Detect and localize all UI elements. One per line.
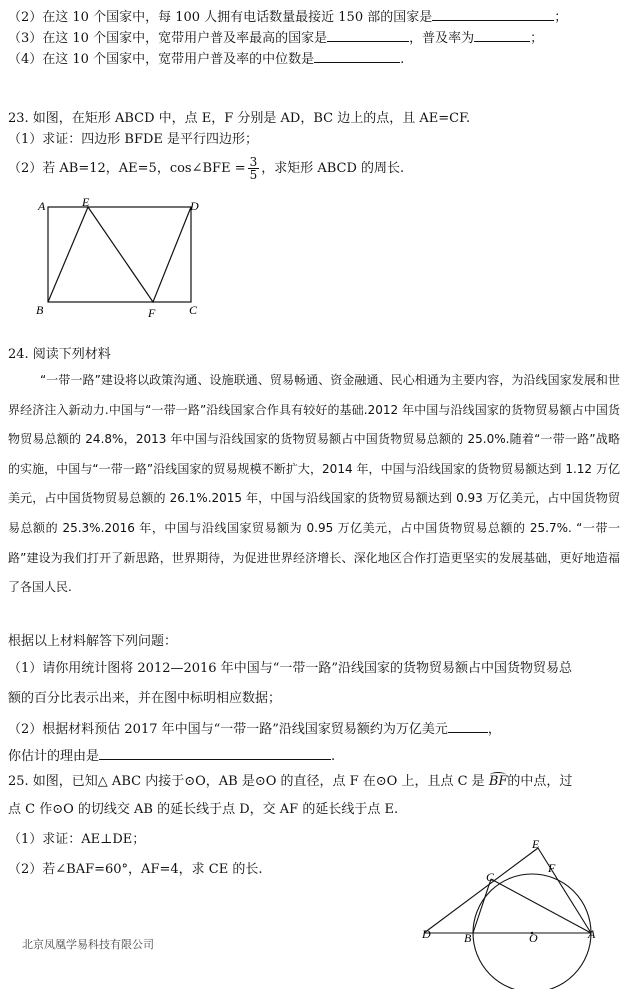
tangent-de	[424, 848, 538, 933]
q22-line-4	[8, 48, 404, 69]
q25-stem-text: 25. 如图，已知△ ABC 内接于⊙O，AB 是⊙O 的直径，点 F 在⊙O 上，且点 C 是	[8, 774, 485, 789]
label-e: E	[532, 838, 540, 851]
fraction-numerator: 3	[249, 155, 258, 169]
label-a: A	[588, 927, 596, 941]
q23-part-1: （1）求证：四边形 BFDE 是平行四边形；	[8, 132, 259, 147]
parallelogram-bfde	[48, 207, 191, 302]
arc-mark	[490, 772, 507, 778]
fraction	[248, 156, 260, 181]
label-f: F	[548, 861, 556, 875]
q24-part-2	[8, 718, 501, 739]
q22-line-3	[8, 27, 543, 48]
footer-company: 北京凤凰学易科技有限公司	[22, 939, 154, 951]
q25-part-1: （1）求证：AE⊥DE；	[8, 832, 146, 847]
label-b: B	[464, 931, 472, 945]
rectangle-figure	[30, 194, 210, 320]
label-o: O	[529, 931, 538, 945]
label-c: C	[189, 303, 198, 317]
q25-stem-line-1	[8, 773, 572, 791]
fraction-denominator: 5	[249, 168, 258, 182]
label-d: D	[190, 199, 199, 213]
q22-line-2-end: ；	[554, 10, 568, 25]
q24-reason-text: 你估计的理由是	[8, 749, 100, 764]
q22-line-3-mid: ，普及率为	[409, 31, 475, 46]
line-ae	[538, 848, 591, 933]
q24-part-1-line-2: 额的百分比表示出来，并在图中标明相应数据；	[8, 691, 282, 706]
q24-reason-end: .	[331, 749, 336, 764]
label-d: D	[422, 927, 431, 941]
q23-part-2-post: ，求矩形 ABCD 的周长.	[261, 161, 405, 176]
q24-part-1-line-1: （1）请你用统计图将 2012—2016 年中国与“一带一路”沿线国家的货物贸易额占中国货物贸易总	[8, 661, 572, 676]
q23-part-2-pre: （2）若 AB=12，AE=5，cos∠BFE =	[8, 161, 246, 176]
arc-label: BF	[488, 774, 508, 789]
q22-line-3-end: ；	[530, 31, 544, 46]
answer-blank[interactable]	[99, 745, 331, 760]
q25-part-2: （2）若∠BAF=60°，AF=4，求 CE 的长.	[8, 862, 263, 877]
label-a: A	[38, 199, 46, 213]
circle-figure	[412, 838, 622, 989]
q22-line-2-text: （2）在这 10 个国家中，每 100 人拥有电话数量最接近 150 部的国家是	[8, 10, 433, 25]
q22-line-4-end: .	[400, 52, 405, 67]
q24-prompt: 根据以上材料解答下列问题：	[8, 634, 178, 649]
q24-reason	[8, 745, 335, 766]
q24-part-2-end: ，	[487, 722, 501, 737]
answer-blank[interactable]	[314, 48, 400, 63]
q23-stem: 23. 如图，在矩形 ABCD 中，点 E，F 分别是 AD，BC 边上的点，且 AE=CF.	[8, 111, 471, 126]
q24-material: “一带一路”建设将以政策沟通、设施联通、贸易畅通、资金融通、民心相通为主要内容，为沿线国家发展和世界经济注入新动力.中国与“一带一路”沿线国家合作具有较好的基础.2012 年中国与沿线国家的货物贸易额占中国货物贸易总额的 24.8%，2013 年中国与沿线国家的货物贸易额占中国货物贸易总额的 25.0%.随着“一带一路”战略的实施，中国与“一带一路”沿线国家的贸易规模不断扩大，2014 年，中国与沿线国家的货物贸易额达到 1.12 万亿美元，占中国货物贸易总额的 26.1%.2015 年，中国与沿线国家的货物贸易额达到 0.93 万亿美元，占中国货物贸易总额的 25.3%.2016 年，中国与沿线国家贸易额为 0.95 万亿美元，占中国货物贸易总额的 25.7%. “一带一路”建设为我们打开了新思路，世界期待，为促进世界经济增长、深化地区合作打造更坚实的发展基础，更好地造福了各国人民.	[8, 373, 620, 595]
q22-line-4-text: （4）在这 10 个国家中，宽带用户普及率的中位数是	[8, 52, 315, 67]
q25-stem-end: 的中点，过	[507, 774, 573, 789]
answer-blank[interactable]	[327, 27, 409, 42]
answer-blank[interactable]	[474, 27, 530, 42]
arc-bf	[489, 773, 508, 791]
q24-part-2-text: （2）根据材料预估 2017 年中国与“一带一路”沿线国家贸易额约为万亿美元	[8, 722, 448, 737]
answer-blank[interactable]	[432, 6, 554, 21]
label-f: F	[148, 306, 156, 320]
label-b: B	[36, 303, 44, 317]
label-e: E	[82, 195, 90, 209]
q24-title: 24. 阅读下列材料	[8, 347, 111, 362]
chord-ca	[491, 879, 591, 933]
q23-part-2	[8, 154, 404, 184]
q25-stem-line-2: 点 C 作⊙O 的切线交 AB 的延长线于点 D，交 AF 的延长线于点 E.	[8, 802, 399, 817]
q22-line-2	[8, 6, 567, 27]
label-c: C	[486, 870, 495, 884]
answer-blank[interactable]	[448, 718, 488, 733]
q22-line-3-text: （3）在这 10 个国家中，宽带用户普及率最高的国家是	[8, 31, 328, 46]
chord-bc	[473, 879, 491, 933]
rectangle-abcd	[48, 207, 191, 302]
